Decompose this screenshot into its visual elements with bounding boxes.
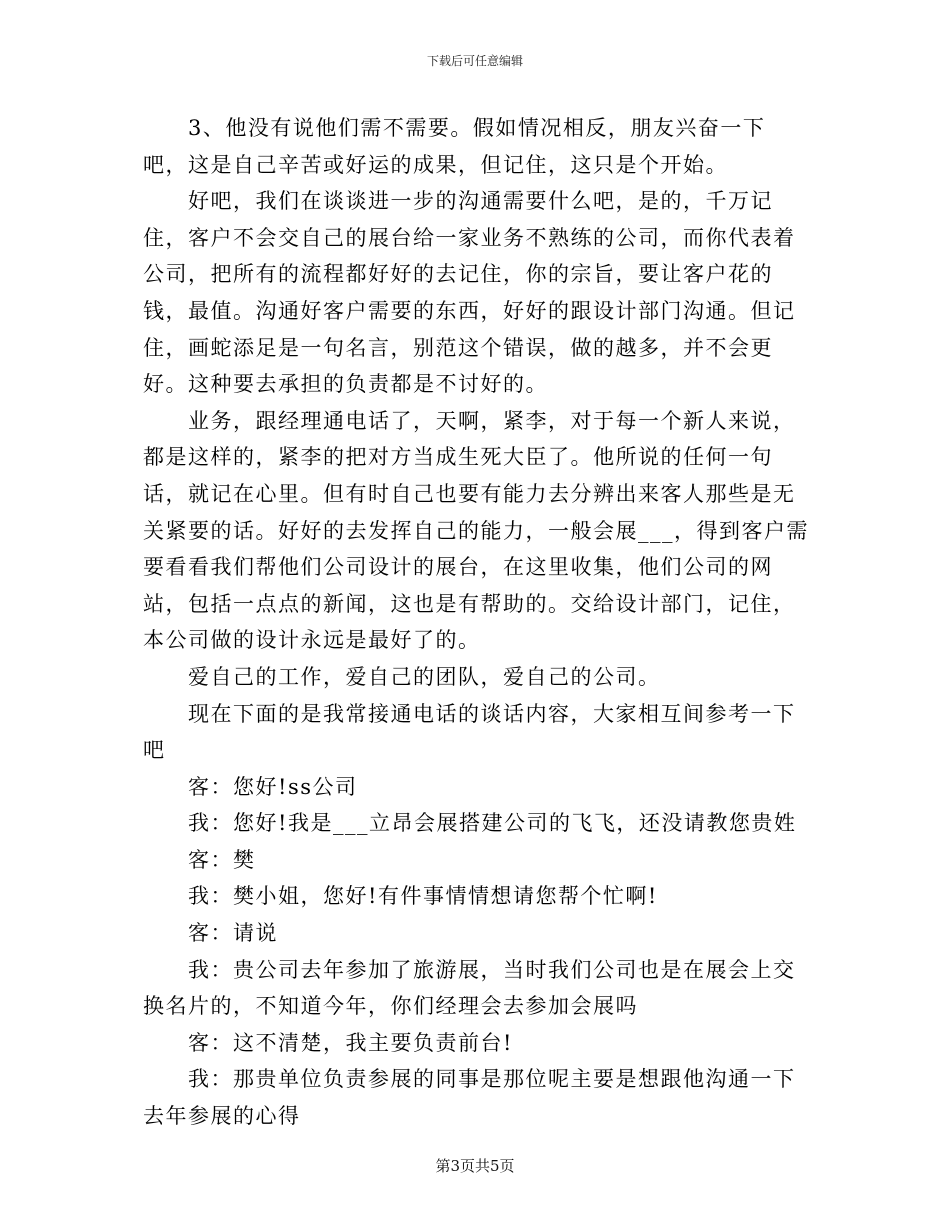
dialogue-line-4: 我：樊小姐，您好!有件事情情想请您帮个忙啊! [188,884,658,909]
dialogue-line-5: 客：请说 [188,921,278,946]
dialogue-line-8: 我：那贵单位负责参展的同事是那位呢主要是想跟他沟通一下去年参展的心得 [143,1067,796,1129]
page-header-note: 下载后可任意编辑 [426,54,523,68]
paragraph-5: 现在下面的是我常接通电话的谈话内容，大家相互间参考一下吧 [143,701,796,763]
paragraph-3: 业务，跟经理通电话了，天啊，紧李，对于每一个新人来说，都是这样的，紧李的把对方当成生死大臣了。他所说的任何一句话，就记在心里。但有时自己也要有能力去分辨出来客人那些是无关紧要的话。好好的去发挥自己的能力，一般会展___，得到客户需要看看我们帮他们公司设计的展台，在这里收集，他们公司的网站，包括一点点的新闻，这也是有帮助的。交给设计部门，记住，本公司做的设计永远是最好了的。 [143,408,809,653]
paragraph-4: 爱自己的工作，爱自己的团队，爱自己的公司。 [188,664,661,689]
dialogue-line-1: 客：您好!ss公司 [188,774,358,799]
document-body [143,110,809,1135]
paragraph-2: 好吧，我们在谈谈进一步的沟通需要什么吧，是的，千万记住，客户不会交自己的展台给一家业务不熟练的公司，而你代表着公司，把所有的流程都好好的去记住，你的宗旨，要让客户花的钱，最值。沟通好客户需要的东西，好好的跟设计部门沟通。但记住，画蛇添足是一句名言，别范这个错误，做的越多，并不会更好。这种要去承担的负责都是不讨好的。 [143,189,796,397]
dialogue-line-2: 我：您好!我是___立昂会展搭建公司的飞飞，还没请教您贵姓 [188,811,797,836]
page-number: 第3页共5页 [435,1157,515,1175]
paragraph-1: 3、他没有说他们需不需要。假如情况相反，朋友兴奋一下吧，这是自己辛苦或好运的成果，但记住，这只是个开始。 [143,116,766,177]
dialogue-line-6: 我：贵公司去年参加了旅游展，当时我们公司也是在展会上交换名片的，不知道今年，你们经理会去参加会展吗 [143,957,796,1019]
dialogue-line-7: 客：这不清楚，我主要负责前台! [188,1030,513,1055]
dialogue-line-3: 客：樊 [188,847,256,872]
